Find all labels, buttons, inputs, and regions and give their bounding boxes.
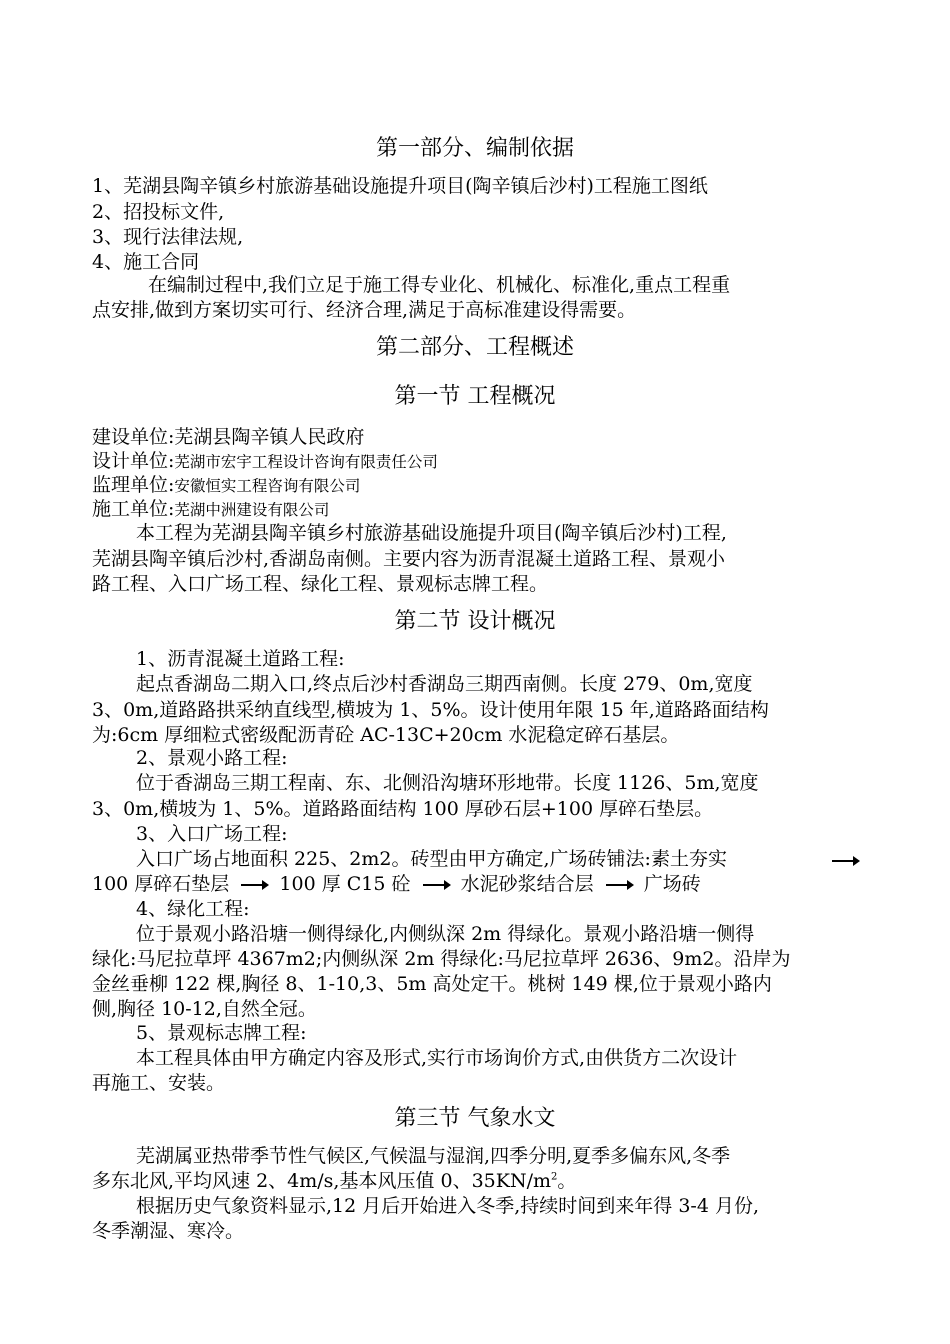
basis-item-3: 3、现行法律法规, (92, 226, 244, 248)
climate-line1: 芜湖属亚热带季节性气候区,气候温与湿润,四季分明,夏季多偏东风,冬季 (136, 1145, 731, 1167)
superscript-2: 2 (551, 1171, 558, 1183)
flow-step: 100 厚 C15 砼 (279, 873, 411, 895)
road-line2: 3、0m,道路路拱采纳直线型,横坡为 1、5%。设计使用年限 15 年,道路路面结构 (92, 699, 769, 721)
unit-value: 芜湖中洲建设有限公司 (174, 501, 330, 519)
path-line2: 3、0m,横坡为 1、5%。道路路面结构 100 厚砂石层+100 厚碎石垫层。 (92, 798, 714, 820)
unit-label: 施工单位: (92, 498, 175, 520)
road-heading: 1、沥青混凝土道路工程: (136, 648, 345, 670)
unit-row-construction (92, 424, 364, 450)
part1-title: 第一部分、编制依据 (375, 136, 574, 161)
unit-row-design (92, 448, 438, 475)
road-line1: 起点香湖岛二期入口,终点后沙村香湖岛三期西南侧。长度 279、0m,宽度 (136, 673, 753, 695)
overview-line1: 本工程为芜湖县陶辛镇乡村旅游基础设施提升项目(陶辛镇后沙村)工程, (136, 522, 727, 544)
unit-value: 芜湖县陶辛镇人民政府 (174, 426, 365, 448)
unit-label: 建设单位: (92, 426, 175, 448)
flow-arrow-icon (832, 860, 858, 862)
climate-line2 (92, 1168, 576, 1194)
basis-item-2: 2、招投标文件, (92, 201, 225, 223)
section1-title: 第一节 工程概况 (394, 384, 556, 409)
greening-line2: 绿化:马尼拉草坪 4367m2;内侧纵深 2m 得绿化:马尼拉草坪 2636、9m2。沿岸为 (92, 948, 791, 970)
greening-line1: 位于景观小路沿塘一侧得绿化,内侧纵深 2m 得绿化。景观小路沿塘一侧得 (136, 923, 755, 945)
unit-row-contractor (92, 496, 329, 523)
overview-line3: 路工程、入口广场工程、绿化工程、景观标志牌工程。 (92, 573, 549, 595)
basis-item-1: 1、芜湖县陶辛镇乡村旅游基础设施提升项目(陶辛镇后沙村)工程施工图纸 (92, 175, 708, 197)
unit-label: 监理单位: (92, 474, 175, 496)
plaza-line1: 入口广场占地面积 225、2m2。砖型由甲方确定,广场砖铺法:素土夯实 (136, 848, 727, 870)
signage-line2: 再施工、安装。 (92, 1072, 226, 1094)
signage-heading: 5、景观标志牌工程: (136, 1022, 307, 1044)
flow-step: 水泥砂浆结合层 (460, 873, 594, 895)
flow-arrow-icon (423, 884, 449, 886)
section2-title: 第二节 设计概况 (394, 609, 556, 634)
climate-line2-text: 多东北风,平均风速 2、4m/s,基本风压值 0、35KN/m (92, 1170, 552, 1192)
unit-value: 芜湖市宏宇工程设计咨询有限责任公司 (174, 453, 438, 471)
flow-arrow-icon (606, 884, 632, 886)
basis-item-4: 4、施工合同 (92, 251, 200, 273)
climate-para2-line2: 冬季潮湿、寒冷。 (92, 1220, 245, 1242)
signage-line1: 本工程具体由甲方确定内容及形式,实行市场询价方式,由供货方二次设计 (136, 1047, 738, 1069)
plaza-heading: 3、入口广场工程: (136, 823, 288, 845)
greening-heading: 4、绿化工程: (136, 898, 250, 920)
flow-arrow-icon (241, 884, 267, 886)
flow-step: 100 厚碎石垫层 (92, 873, 230, 895)
climate-line2-end: 。 (557, 1170, 577, 1192)
path-line1: 位于香湖岛三期工程南、东、北侧沿沟塘环形地带。长度 1126、5m,宽度 (136, 772, 759, 794)
unit-row-supervision (92, 472, 360, 499)
basis-paragraph-line2: 点安排,做到方案切实可行、经济合理,满足于高标准建设得需要。 (92, 299, 637, 321)
plaza-flow (92, 871, 701, 897)
path-heading: 2、景观小路工程: (136, 747, 288, 769)
unit-label: 设计单位: (92, 450, 175, 472)
flow-step: 广场砖 (643, 873, 701, 895)
basis-paragraph-line1: 在编制过程中,我们立足于施工得专业化、机械化、标准化,重点工程重 (148, 274, 731, 296)
unit-value: 安徽恒实工程咨询有限公司 (174, 477, 361, 495)
greening-line3: 金丝垂柳 122 棵,胸径 8、1-10,3、5m 高处定干。桃树 149 棵,位于景观小路内 (92, 973, 772, 995)
section3-title: 第三节 气象水文 (394, 1106, 556, 1131)
climate-para2-line1: 根据历史气象资料显示,12 月后开始进入冬季,持续时间到来年得 3-4 月份, (136, 1195, 760, 1217)
overview-line2: 芜湖县陶辛镇后沙村,香湖岛南侧。主要内容为沥青混凝土道路工程、景观小 (92, 548, 726, 570)
road-line3: 为:6cm 厚细粒式密级配沥青砼 AC-13C+20cm 水泥稳定碎石基层。 (92, 724, 680, 746)
part2-title: 第二部分、工程概述 (375, 335, 574, 360)
greening-line4: 侧,胸径 10-12,自然全冠。 (92, 998, 317, 1020)
